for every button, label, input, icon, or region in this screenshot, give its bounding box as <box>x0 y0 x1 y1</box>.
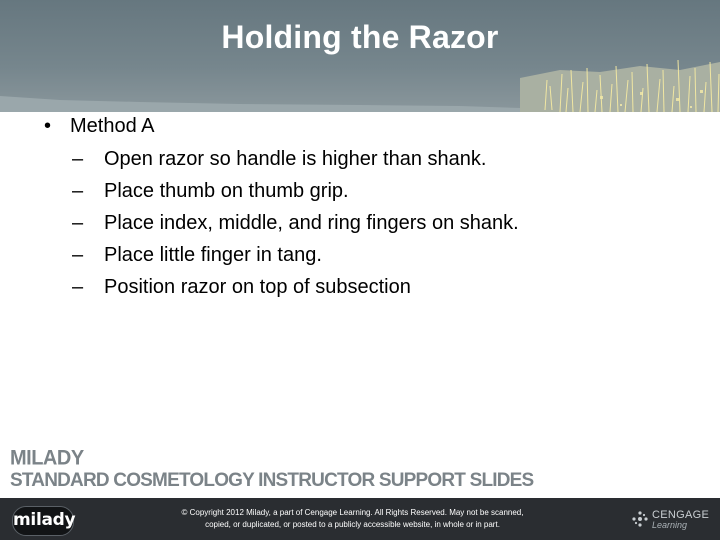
sub-bullet-text: Place index, middle, and ring fingers on shank. <box>104 212 519 234</box>
bullet-marker: • <box>44 115 52 137</box>
dash-marker: – <box>72 212 84 234</box>
slide-header <box>0 0 720 112</box>
sub-bullet-text: Open razor so handle is higher than shank. <box>104 148 487 170</box>
sub-bullet-item <box>44 180 519 212</box>
dash-marker: – <box>72 276 84 298</box>
dash-marker: – <box>72 244 84 266</box>
cengage-mark-icon <box>632 511 648 527</box>
cengage-brand-text: CENGAGE <box>652 509 710 521</box>
sub-bullet-text: Place little finger in tang. <box>104 244 322 266</box>
milady-logo: milady <box>12 506 74 536</box>
copyright-line-2: copied, or duplicated, or posted to a publicly accessible website, in whole or in part. <box>205 520 500 529</box>
dash-marker: – <box>72 148 84 170</box>
sub-bullet-text: Place thumb on thumb grip. <box>104 180 349 202</box>
banner-line-2: STANDARD COSMETOLOGY INSTRUCTOR SUPPORT SLIDES <box>10 470 534 491</box>
milady-banner <box>10 448 533 490</box>
sub-bullet-item <box>44 244 519 276</box>
sub-bullet-item <box>44 276 519 308</box>
slide-content <box>44 115 519 308</box>
copyright-notice <box>150 507 555 531</box>
sub-bullet-item <box>44 148 519 180</box>
header-grass-art <box>0 0 720 112</box>
cengage-sub-text: Learning <box>652 520 688 530</box>
sub-bullet-text: Position razor on top of subsection <box>104 276 411 298</box>
dash-marker: – <box>72 180 84 202</box>
sub-bullet-item <box>44 212 519 244</box>
slide-footer <box>0 498 720 540</box>
bullet-item <box>44 115 519 145</box>
banner-line-1: MILADY <box>10 446 84 470</box>
slide-title: Holding the Razor <box>221 19 499 55</box>
cengage-logo <box>632 507 712 533</box>
copyright-line-1: © Copyright 2012 Milady, a part of Cengage Learning. All Rights Reserved. May not be scanned, <box>181 508 524 517</box>
sub-bullet-list <box>44 148 519 308</box>
bullet-text: Method A <box>70 115 155 137</box>
